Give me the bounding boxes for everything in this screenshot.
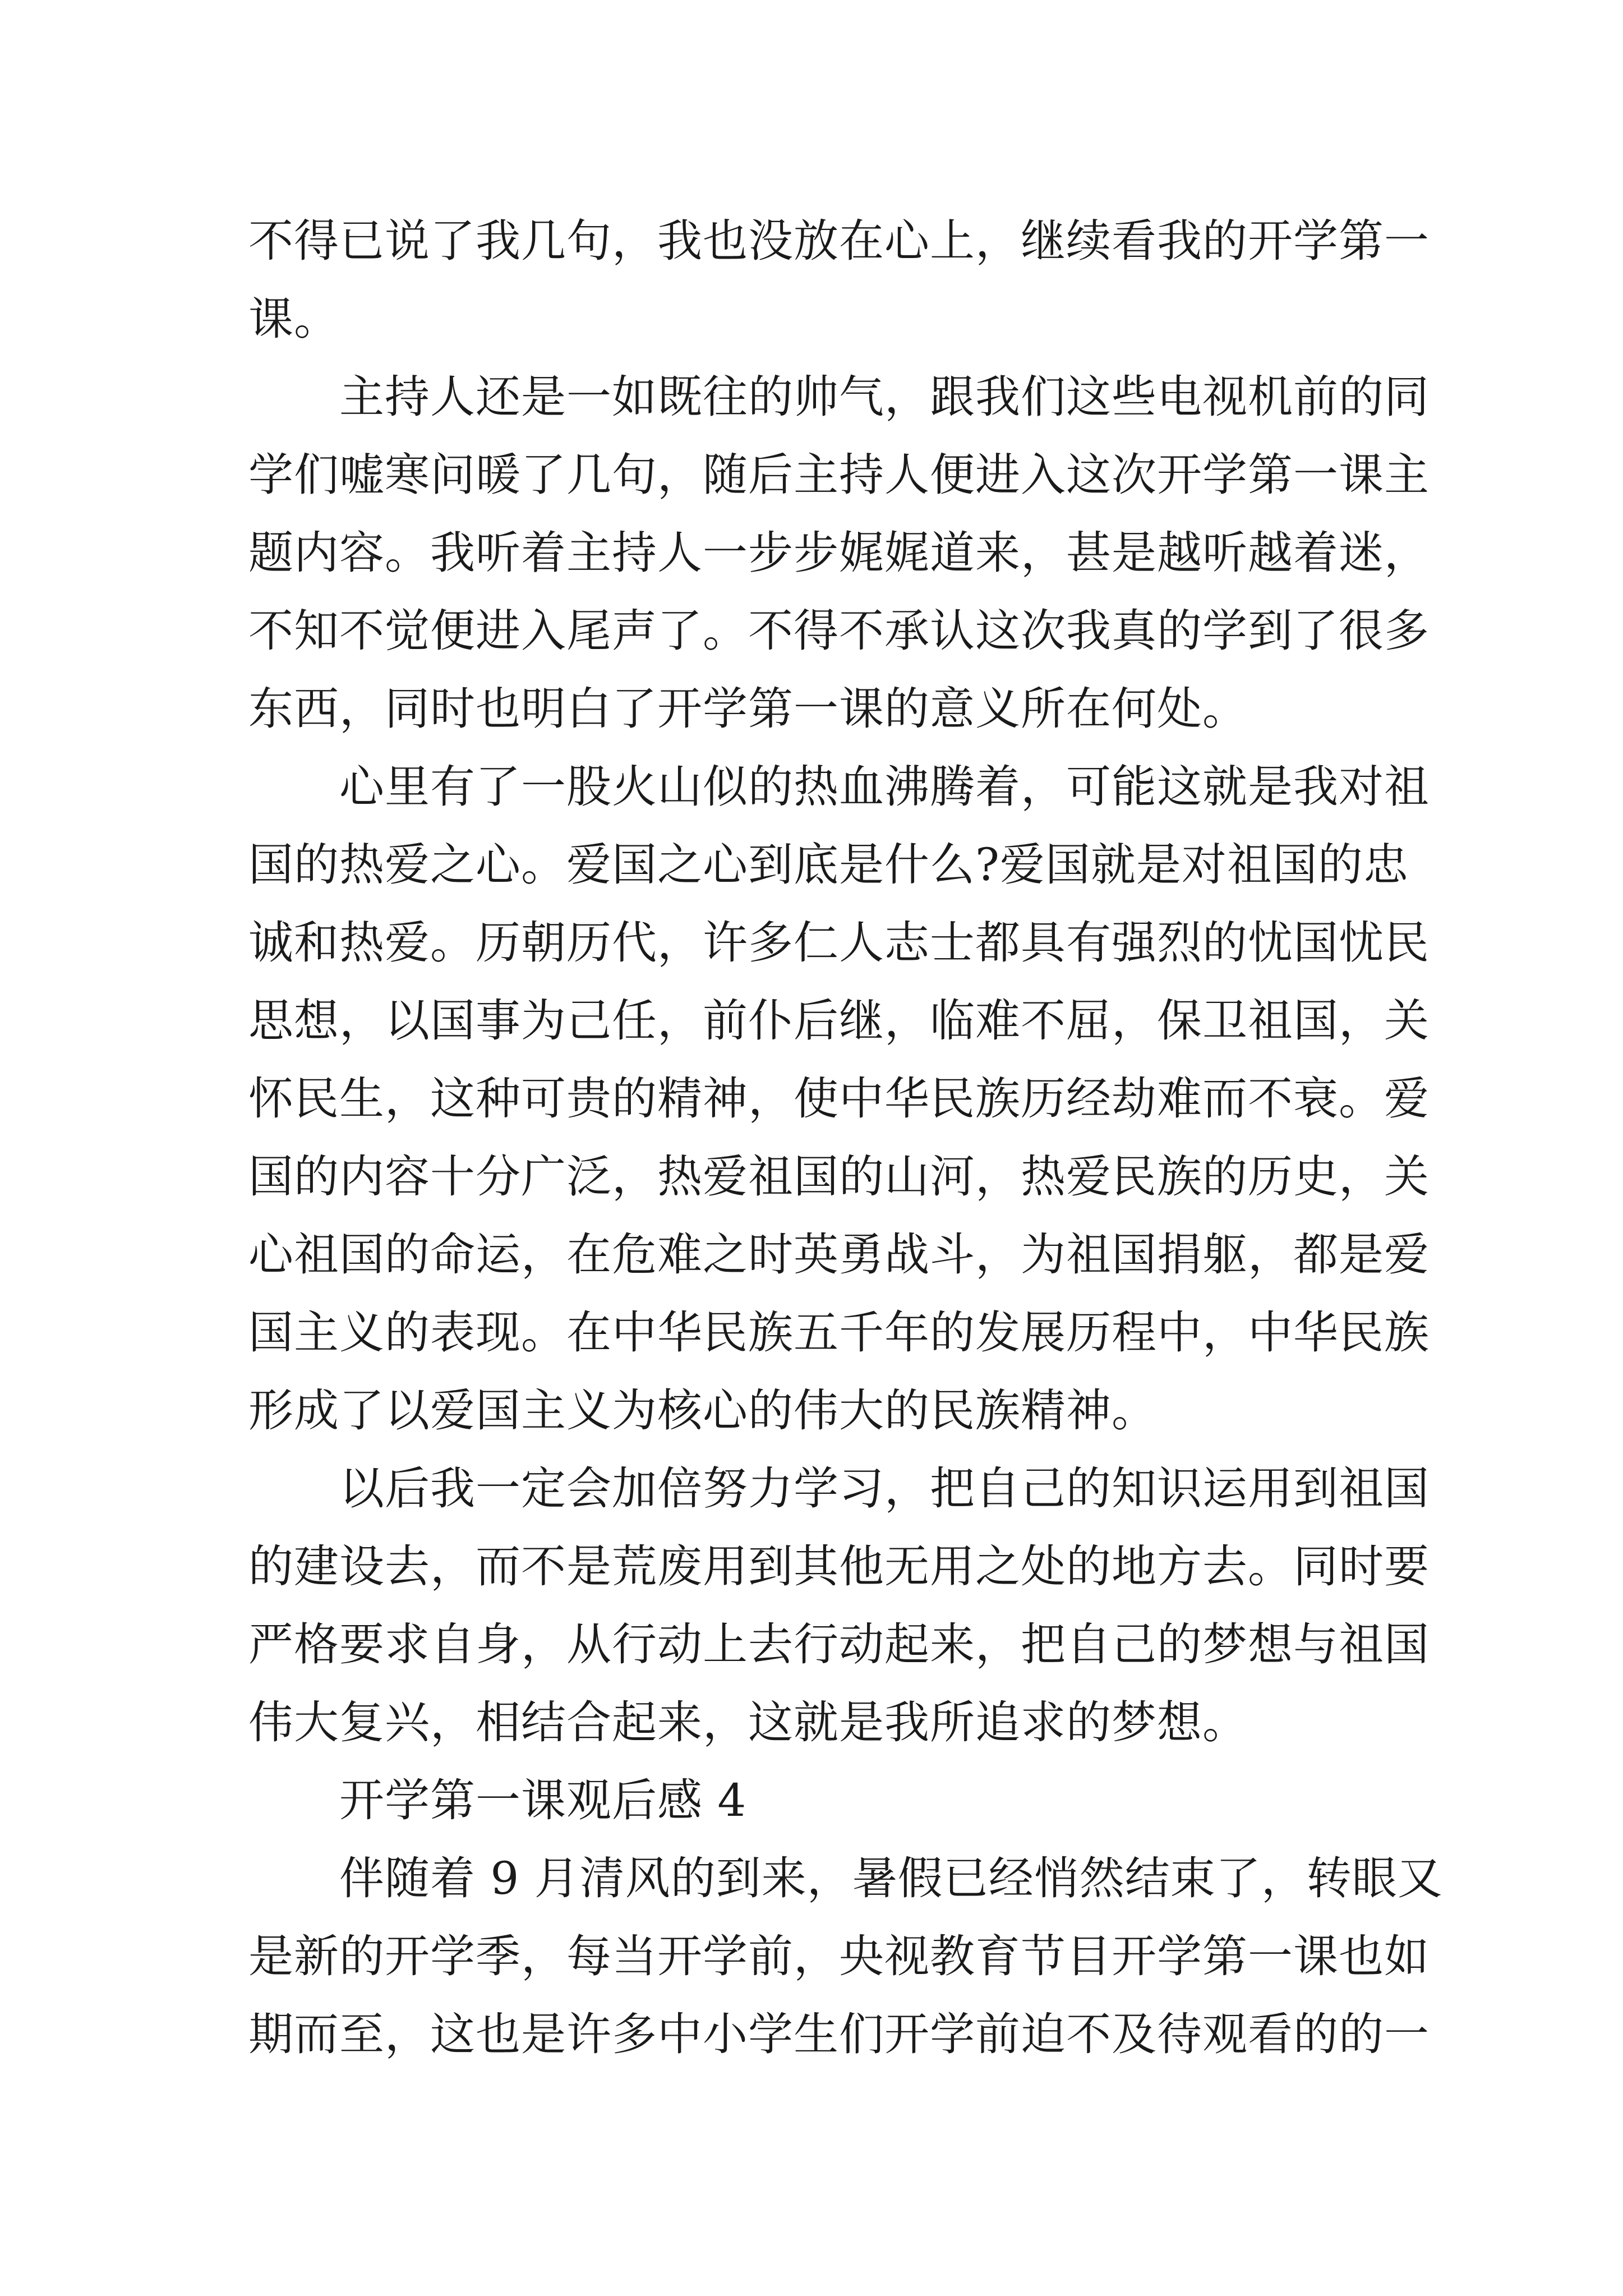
paragraph-3-line-6: 国的内容十分广泛，热爱祖国的山河，热爱民族的历史，关 [248, 1151, 1430, 1203]
paragraph-5-line-2: 是新的开学季，每当开学前，央视教育节目开学第一课也如 [248, 1930, 1430, 1982]
paragraph-2-line-1: 主持人还是一如既往的帅气，跟我们这些电视机前的同 [339, 371, 1430, 423]
paragraph-4-line-2: 的建设去，而不是荒废用到其他无用之处的地方去。同时要 [248, 1540, 1430, 1593]
document-body [248, 202, 1443, 2073]
paragraph-2-line-4: 不知不觉便进入尾声了。不得不承认这次我真的学到了很多 [248, 605, 1430, 657]
paragraph-3-line-3: 诚和热爱。历朝历代，许多仁人志士都具有强烈的忧国忧民 [248, 917, 1430, 969]
paragraph-2-line-3: 题内容。我听着主持人一步步娓娓道来，甚是越听越着迷， [248, 527, 1430, 579]
paragraph-3-line-8: 国主义的表现。在中华民族五千年的发展历程中，中华民族 [248, 1306, 1430, 1359]
paragraph-3-line-7: 心祖国的命运，在危难之时英勇战斗，为祖国捐躯，都是爱 [248, 1228, 1430, 1281]
paragraph-2-line-2: 学们嘘寒问暖了几句，随后主持人便进入这次开学第一课主 [248, 449, 1430, 501]
paragraph-5-line-3: 期而至，这也是许多中小学生们开学前迫不及待观看的的一 [248, 2008, 1430, 2060]
paragraph-4-line-1: 以后我一定会加倍努力学习，把自己的知识运用到祖国 [339, 1462, 1430, 1515]
paragraph-3-line-9: 形成了以爱国主义为核心的伟大的民族精神。 [248, 1384, 1157, 1437]
paragraph-3-line-4: 思想，以国事为己任，前仆后继，临难不屈，保卫祖国，关 [248, 995, 1430, 1047]
paragraph-1-line-1: 不得已说了我几句，我也没放在心上，继续看我的开学第一 [248, 215, 1430, 267]
paragraph-4-line-4: 伟大复兴，相结合起来，这就是我所追求的梦想。 [248, 1696, 1248, 1749]
paragraph-3-line-5: 怀民生，这种可贵的精神，使中华民族历经劫难而不衰。爱 [248, 1073, 1430, 1125]
paragraph-5-line-1: 伴随着 9 月清风的到来，暑假已经悄然结束了，转眼又 [339, 1852, 1443, 1904]
paragraph-3-line-2: 国的热爱之心。爱国之心到底是什么?爱国就是对祖国的忠 [248, 839, 1409, 891]
paragraph-4-line-3: 严格要求自身，从行动上去行动起来，把自己的梦想与祖国 [248, 1618, 1430, 1671]
paragraph-3-line-1: 心里有了一股火山似的热血沸腾着，可能这就是我对祖 [339, 761, 1430, 813]
section-heading: 开学第一课观后感 4 [339, 1774, 747, 1826]
paragraph-1-line-2: 课。 [248, 293, 339, 345]
paragraph-2-line-5: 东西，同时也明白了开学第一课的意义所在何处。 [248, 683, 1248, 735]
